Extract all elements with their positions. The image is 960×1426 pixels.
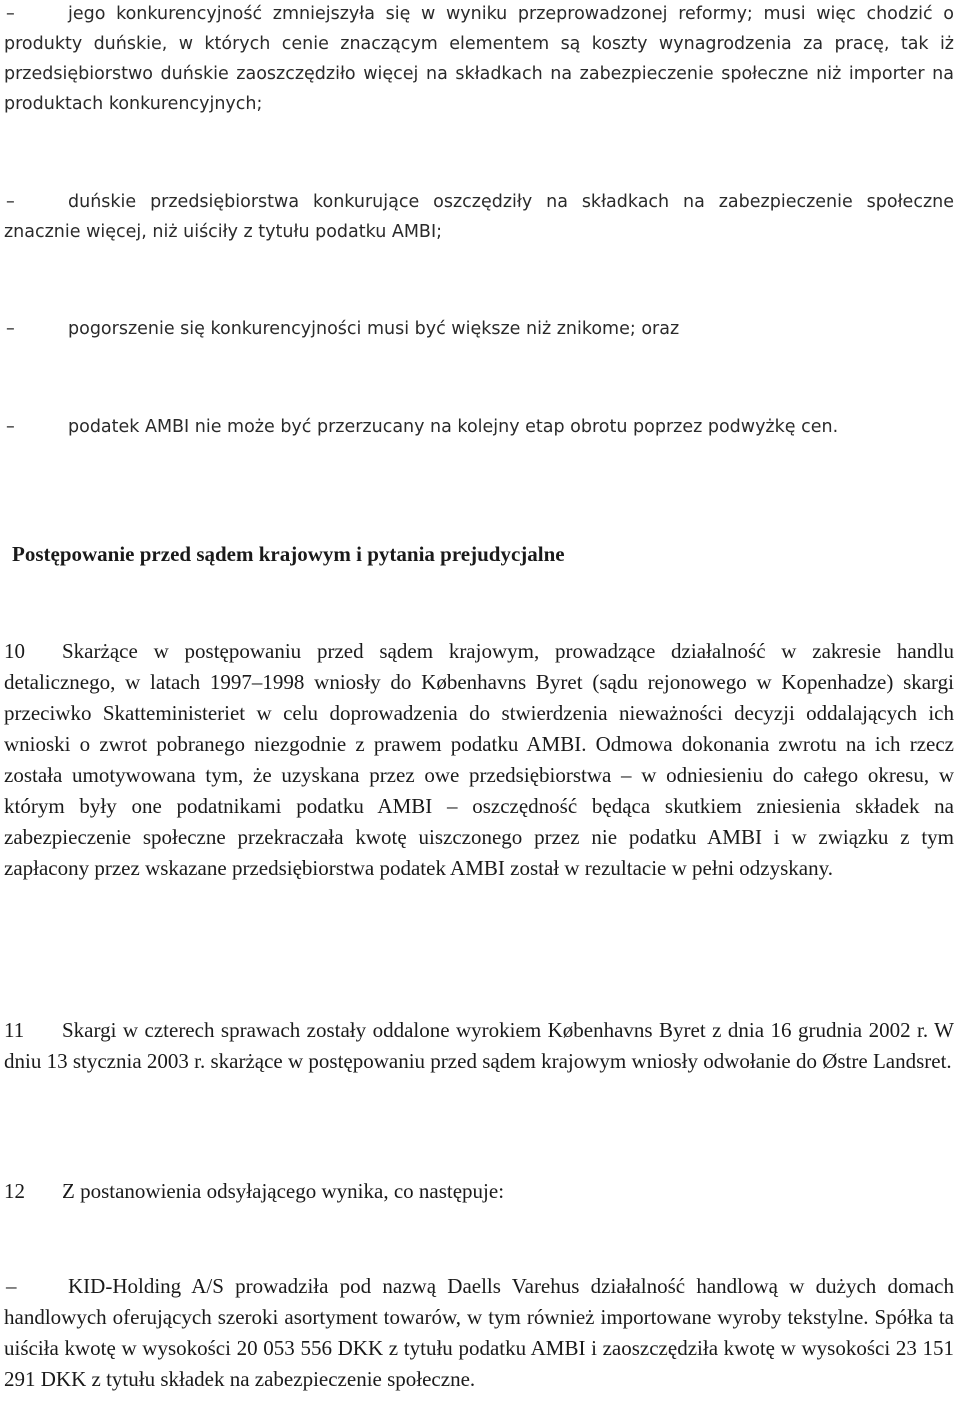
bullet-text: KID-Holding A/S prowadziła pod nazwą Daells Varehus działalność handlową w dużych domach handlowych oferujących szeroki asortyment towarów, w tym również importowane wyroby tekstylne. Spółka ta uiściła kwotę w wysokości 20 053 556 DKK z tytułu podatku AMBI i zaoszczędziła kwotę w wysokości 23 151 291 DKK z tytułu składek na zabezpieczenie społeczne.	[4, 1274, 954, 1391]
bullet-item-worsening	[4, 314, 954, 344]
section-heading: Postępowanie przed sądem krajowym i pytania prejudycjalne	[12, 542, 565, 566]
bullet-dash: –	[6, 417, 15, 437]
bullet-dash: –	[6, 192, 15, 212]
paragraph-text: 1998 wniosły do Københavns Byret (sądu rejonowego w Kopenhadze) skargi przeciwko Skatteministeriet w celu doprowadzenia do stwierdzenia nieważności decyzji oddalających ich wnioski o zwrot pobranego niezgodnie z prawem podatku AMBI. Odmowa dokonania zwrotu na ich rzecz została umotywowana tym, że uzyskana przez owe przedsiębiorstwa – w odniesieniu do całego okresu, w którym były one podatnikami podatku AMBI – oszczędność będąca skutkiem zniesienia składek na zabezpieczenie społeczne przekraczała kwotę uiszczonego przez nie podatku AMBI i w związku z tym zapłacony przez wskazane przedsiębiorstwa podatek AMBI został w rezultacie w pełni odzyskany.	[4, 670, 955, 880]
paragraph-text: Z postanowienia odsyłającego wynika, co następuje:	[62, 1179, 505, 1203]
paragraph-text: Skarżące w postępowaniu przed sądem krajowym, prowadzące działalność w zakresie handlu detalicznego, w latach 1997	[4, 639, 954, 694]
paragraph-text: Skargi w czterech sprawach zostały oddalone wyrokiem Københavns Byret z dnia 16 grudnia 2002 r. W dniu 13 stycznia 2003 r. skarżące w postępowaniu przed sądem krajowym wniosły odwołanie do Østre Landsret.	[4, 1018, 954, 1073]
bullet-text: pogorszenie się konkurencyjności musi być większe niż znikome; oraz	[68, 319, 680, 339]
paragraph-12	[4, 1176, 954, 1207]
paragraph-dash: –	[251, 670, 263, 694]
bullet-dash: –	[6, 319, 15, 339]
paragraph-number: 12	[4, 1179, 25, 1203]
bullet-dash: –	[6, 4, 15, 24]
bullet-text: jego konkurencyjność zmniejszyła się w wyniku przeprowadzonej reformy; musi więc chodzić o produkty duńskie, w których cenie znaczącym elementem są koszty wynagrodzenia za pracę, tak iż przedsiębiorstwo duńskie zaoszczędziło więcej na składkach na zabezpieczenie społeczne niż importer na produktach konkurencyjnych;	[4, 4, 954, 114]
bullet-text: duńskie przedsiębiorstwa konkurujące oszczędziły na składkach na zabezpieczenie społeczne znacznie więcej, niż uiściły z tytułu podatku AMBI;	[4, 192, 954, 242]
paragraph-number: 10	[4, 639, 25, 663]
bullet-text: podatek AMBI nie może być przerzucany na kolejny etap obrotu poprzez podwyżkę cen.	[68, 417, 839, 437]
bullet-item-price-pass	[4, 412, 954, 442]
paragraph-number: 11	[4, 1018, 25, 1042]
paragraph-11	[4, 1015, 954, 1077]
bullet-item-competitiveness	[4, 0, 954, 119]
paragraph-10	[4, 636, 954, 884]
bullet-item-kid-holding	[4, 1271, 954, 1395]
bullet-item-savings	[4, 187, 954, 247]
bullet-dash: –	[6, 1274, 17, 1298]
